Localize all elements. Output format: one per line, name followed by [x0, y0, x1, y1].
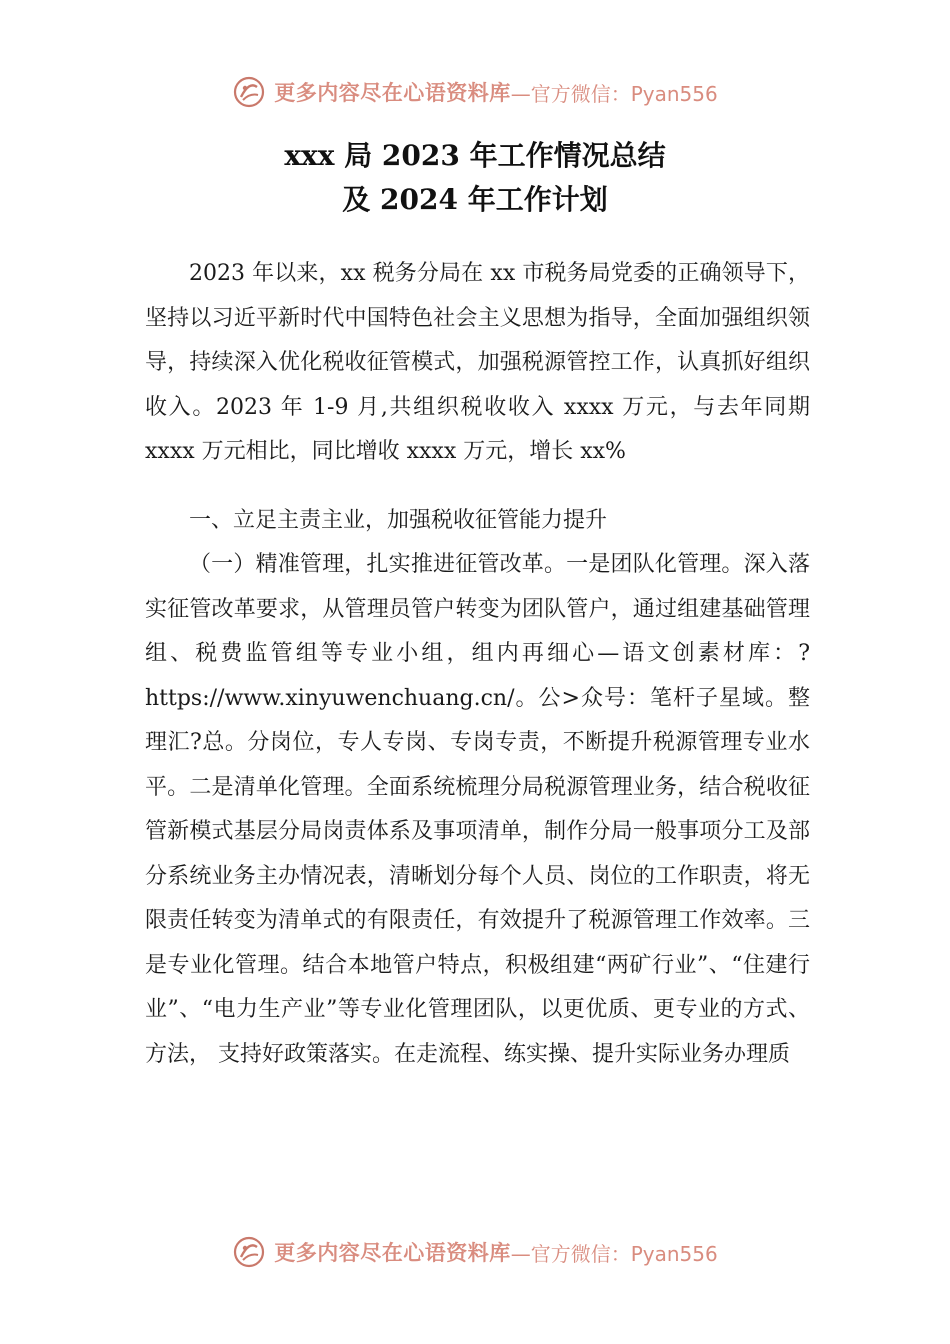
watermark-footer [0, 1232, 950, 1272]
watermark-wechat-text: —官方微信：Pyan556 [510, 1241, 718, 1266]
document-title-line-1: xxx 局 2023 年工作情况总结 [284, 139, 666, 172]
watermark-logo-icon [232, 1235, 266, 1269]
document-body [145, 252, 810, 1077]
watermark-logo-icon [232, 75, 266, 109]
intro-paragraph: 2023 年以来，xx 税务分局在 xx 市税务局党委的正确领导下，坚持以习近平新时代中国特色社会主义思想为指导，全面加强组织领导，持续深入优化税收征管模式，加强税源管控工作，认真抓好组织收入。2023 年 1-9 月,共组织税收收入 xxxx 万元，与去年同期 xxxx 万元相比，同比增收 xxxx 万元，增长 xx% [145, 261, 810, 464]
watermark-wechat-text: —官方微信：Pyan556 [510, 81, 718, 106]
section-1-heading: 一、立足主责主业，加强税收征管能力提升 [189, 507, 608, 533]
watermark-main-text: 更多内容尽在心语资料库 [274, 1240, 511, 1265]
watermark-main-text: 更多内容尽在心语资料库 [274, 80, 511, 105]
document-title-line-2: 及 2024 年工作计划 [342, 183, 608, 216]
watermark-header [0, 72, 950, 112]
section-1-paragraph: （一）精准管理，扎实推进征管改革。一是团队化管理。深入落实征管改革要求，从管理员管户转变为团队管户，通过组建基础管理组、税费监管组等专业小组，组内再细心—语文创素材库：?https://www.xinyuwenchuang.cn/。公>众号：笔杆子星域。整理汇?总。分岗位，专人专岗、专岗专责，不断提升税源管理专业水平。二是清单化管理。全面系统梳理分局税源管理业务，结合税收征管新模式基层分局岗责体系及事项清单，制作分局一般事项分工及部分系统业务主办情况表，清晰划分每个人员、岗位的工作职责，将无限责任转变为清单式的有限责任，有效提升了税源管理工作效率。三是专业化管理。结合本地管户特点，积极组建“两矿行业”、“住建行业”、“电力生产业”等专业化管理团队，以更优质、更专业的方式、方法， 支持好政策落实。在走流程、练实操、提升实际业务办理质 [145, 552, 810, 1067]
